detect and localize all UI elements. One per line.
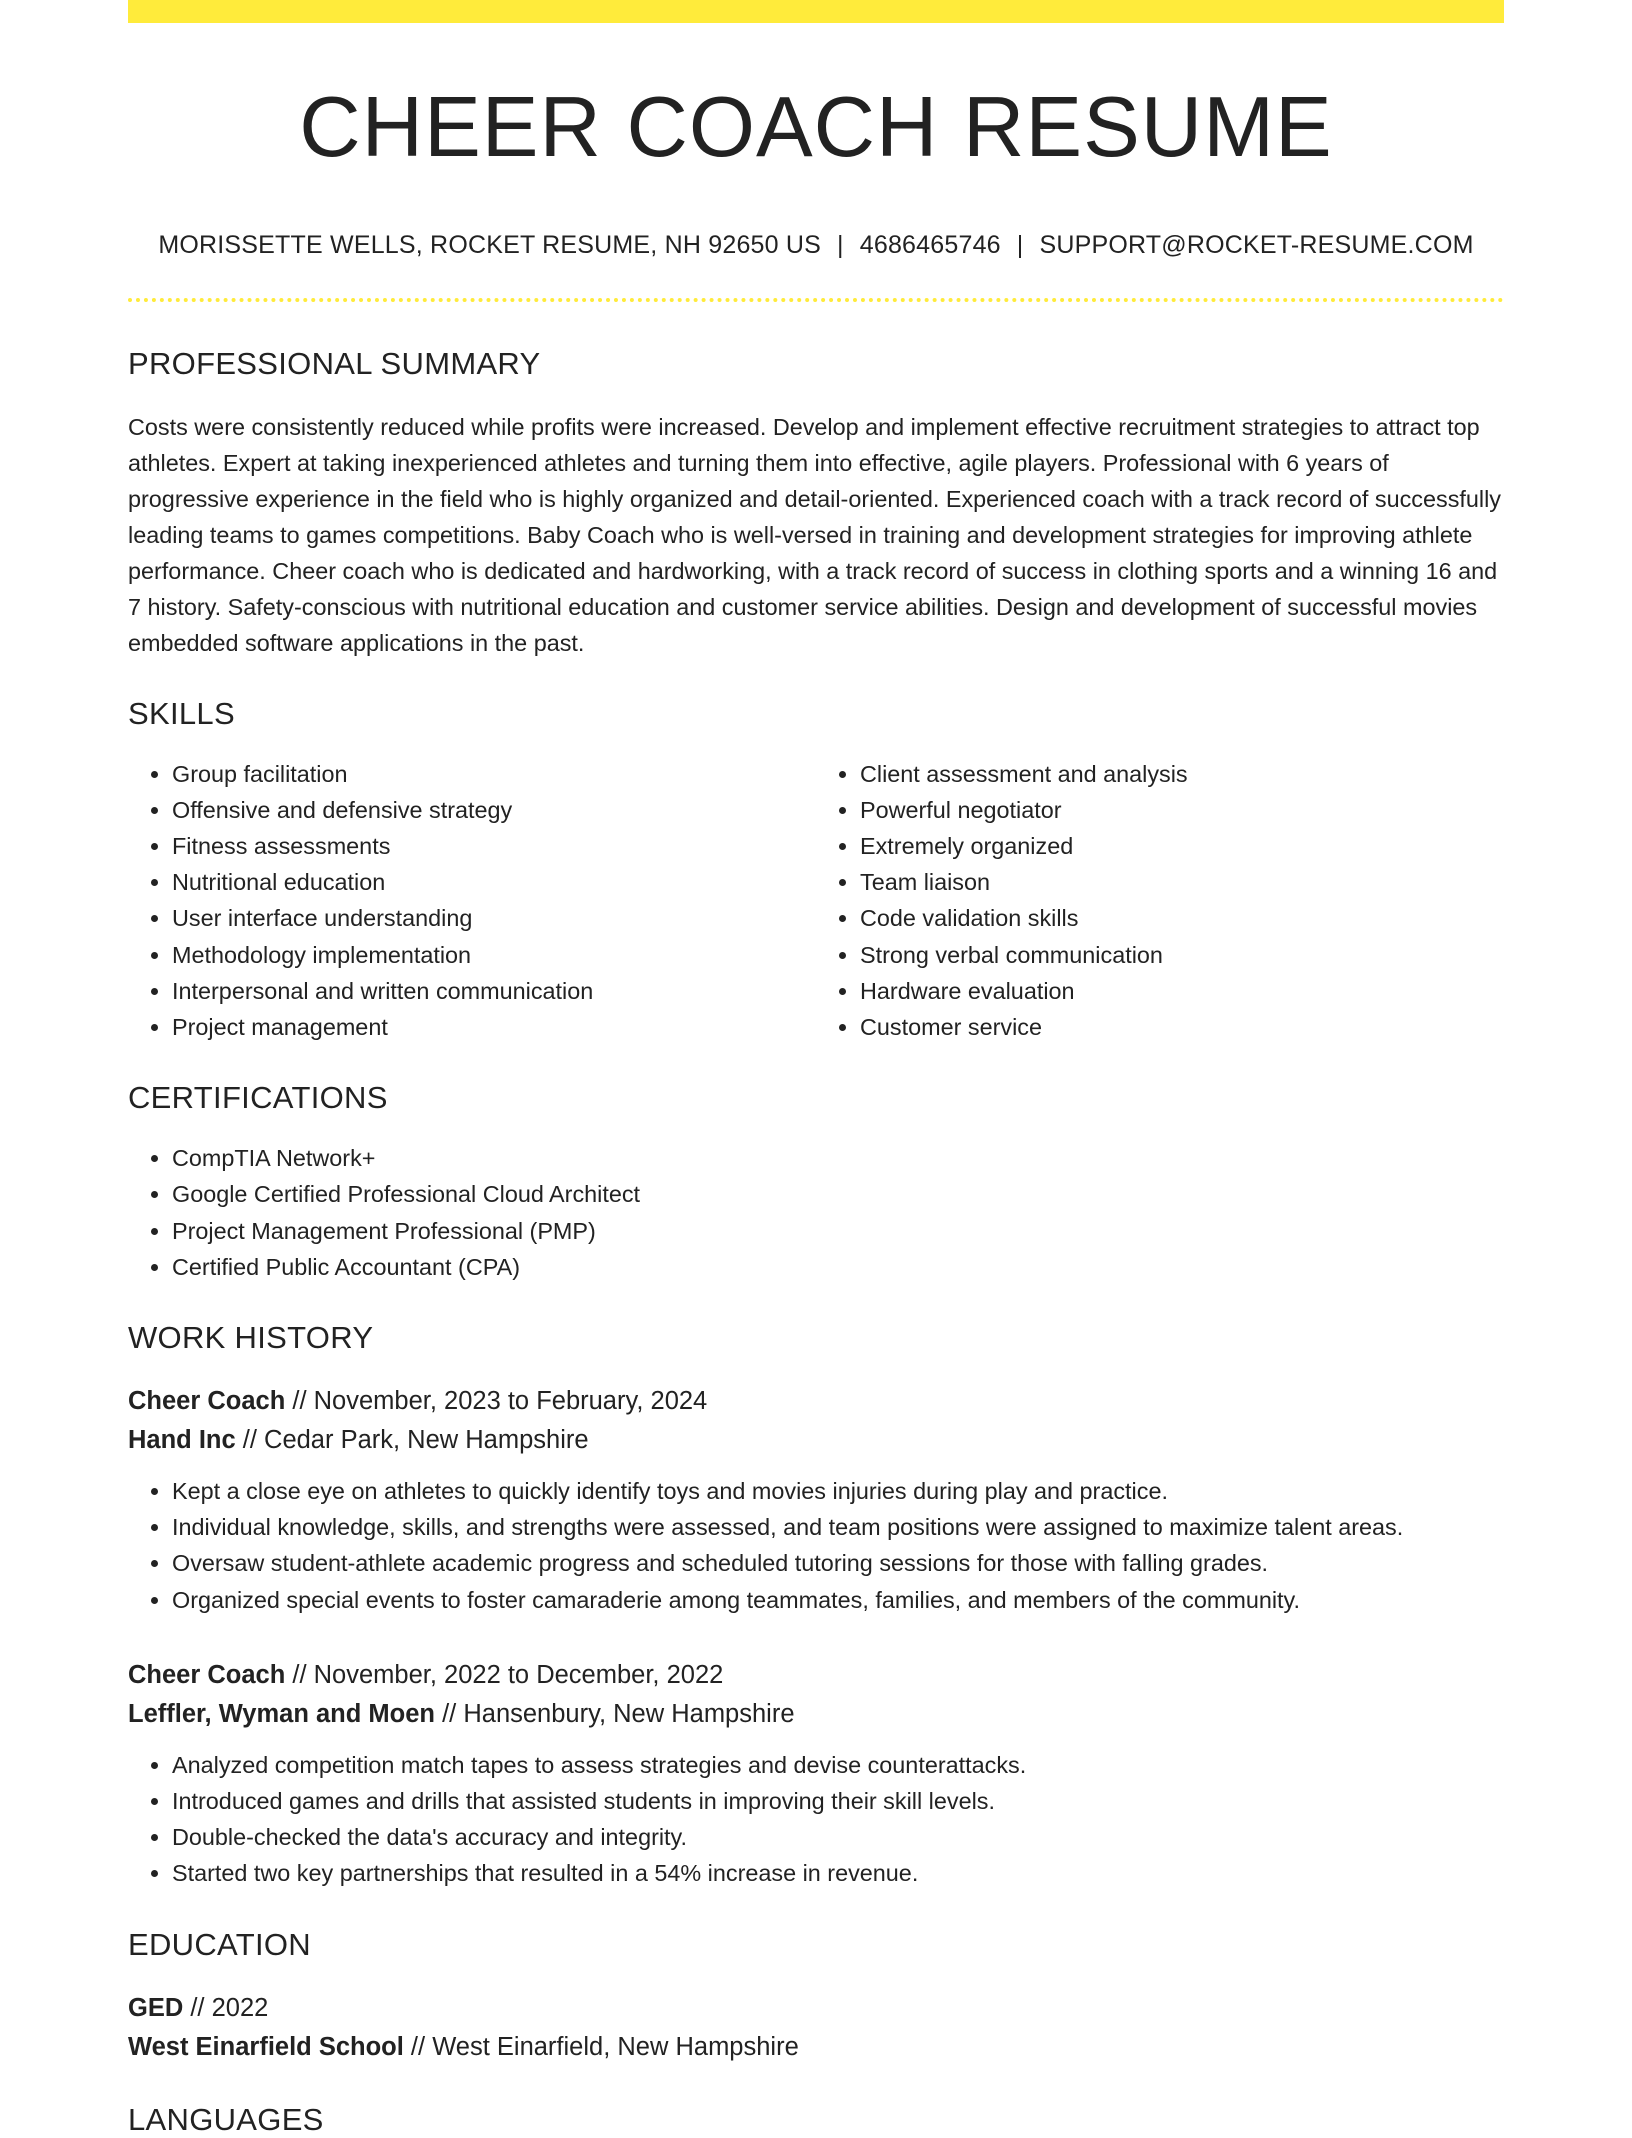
job-location: Cedar Park, New Hampshire xyxy=(264,1425,589,1454)
contact-line xyxy=(128,231,1504,260)
certification-item: • Google Certified Professional Cloud Architect xyxy=(172,1176,1504,1212)
field-separator: // xyxy=(403,2032,433,2061)
job-title: Cheer Coach xyxy=(128,1386,286,1415)
header-divider xyxy=(128,298,1504,302)
job-company-line xyxy=(128,1421,1504,1460)
job-dates: November, 2023 to February, 2024 xyxy=(313,1386,708,1415)
skill-item: • Offensive and defensive strategy xyxy=(172,792,816,828)
job-bullet: • Oversaw student-athlete academic progress and scheduled tutoring sessions for those with falling grades. xyxy=(172,1545,1504,1581)
skill-item: • Methodology implementation xyxy=(172,937,816,973)
skill-item: • Customer service xyxy=(860,1009,1504,1045)
contact-email: SUPPORT@ROCKET-RESUME.COM xyxy=(1039,230,1474,259)
skill-item: • Fitness assessments xyxy=(172,828,816,864)
certification-item: • Project Management Professional (PMP) xyxy=(172,1213,1504,1249)
job-title-line xyxy=(128,1382,1504,1421)
job-company: Leffler, Wyman and Moen xyxy=(128,1699,435,1728)
job-bullet: • Introduced games and drills that assisted students in improving their skill levels. xyxy=(172,1783,1504,1819)
contact-separator: | xyxy=(1016,230,1024,259)
skill-item: • Team liaison xyxy=(860,864,1504,900)
field-separator: // xyxy=(183,1993,212,2022)
skills-list-left xyxy=(128,756,816,1046)
skills-grid xyxy=(128,756,1504,1046)
job-bullet: • Started two key partnerships that resulted in a 54% increase in revenue. xyxy=(172,1855,1504,1891)
field-separator: // xyxy=(285,1660,314,1689)
skills-heading: SKILLS xyxy=(128,695,235,731)
summary-section xyxy=(128,346,1504,661)
contact-address: MORISSETTE WELLS, ROCKET RESUME, NH 92650 US xyxy=(158,230,822,259)
certifications-list xyxy=(128,1140,1504,1285)
summary-heading: PROFESSIONAL SUMMARY xyxy=(128,345,541,381)
job-title-line xyxy=(128,1656,1504,1695)
education-school: West Einarfield School xyxy=(128,2032,404,2061)
education-entry xyxy=(128,1989,1504,2067)
skill-item: • User interface understanding xyxy=(172,900,816,936)
skill-item: • Strong verbal communication xyxy=(860,937,1504,973)
job-entry xyxy=(128,1382,1504,1618)
job-bullets xyxy=(128,1473,1504,1618)
job-company-line xyxy=(128,1695,1504,1734)
education-heading: EDUCATION xyxy=(128,1926,311,1962)
summary-text: Costs were consistently reduced while profits were increased. Develop and implement effective recruitment strategies to attract top athletes. Expert at taking inexperienced athletes and turning them into effective, agile players. Professional with 6 years of progressive experience in the field who is highly organized and detail-oriented. Experienced coach with a track record of successfully leading teams to games competitions. Baby Coach who is well-versed in training and development strategies for improving athlete performance. Cheer coach who is dedicated and hardworking, with a track record of success in clothing sports and a winning 16 and 7 history. Safety-conscious with nutritional education and customer service abilities. Design and development of successful movies embedded software applications in the past. xyxy=(128,413,1501,656)
resume-title: CHEER COACH RESUME xyxy=(299,80,1333,175)
education-year: 2022 xyxy=(211,1993,269,2022)
languages-heading: LANGUAGES xyxy=(128,2101,324,2137)
skill-item: • Client assessment and analysis xyxy=(860,756,1504,792)
certification-item: • Certified Public Accountant (CPA) xyxy=(172,1249,1504,1285)
top-accent-bar xyxy=(128,0,1504,23)
certifications-heading: CERTIFICATIONS xyxy=(128,1080,388,1116)
contact-phone: 4686465746 xyxy=(859,230,1001,259)
skill-item: • Interpersonal and written communication xyxy=(172,973,816,1009)
resume-page xyxy=(128,0,1504,2138)
skill-item: • Project management xyxy=(172,1009,816,1045)
job-bullet: • Organized special events to foster camaraderie among teammates, families, and members of the community. xyxy=(172,1582,1504,1618)
certification-item: • CompTIA Network+ xyxy=(172,1140,1504,1176)
job-entry xyxy=(128,1656,1504,1892)
skills-section xyxy=(128,696,1504,1046)
certifications-section xyxy=(128,1080,1504,1285)
skill-item: • Hardware evaluation xyxy=(860,973,1504,1009)
education-degree-line xyxy=(128,1989,1504,2028)
work-history-heading: WORK HISTORY xyxy=(128,1319,374,1355)
skill-item: • Powerful negotiator xyxy=(860,792,1504,828)
education-section xyxy=(128,1927,1504,2067)
job-bullet: • Individual knowledge, skills, and strengths were assessed, and team positions were assigned to maximize talent areas. xyxy=(172,1509,1504,1545)
education-school-line xyxy=(128,2028,1504,2067)
skills-list-right xyxy=(816,756,1504,1046)
education-degree: GED xyxy=(128,1993,184,2022)
job-location: Hansenbury, New Hampshire xyxy=(463,1699,795,1728)
skill-item: • Code validation skills xyxy=(860,900,1504,936)
education-location: West Einarfield, New Hampshire xyxy=(432,2032,799,2061)
work-history-section xyxy=(128,1320,1504,1892)
field-separator: // xyxy=(435,1699,464,1728)
job-bullet: • Analyzed competition match tapes to assess strategies and devise counterattacks. xyxy=(172,1747,1504,1783)
contact-separator: | xyxy=(837,230,844,259)
skill-item: • Nutritional education xyxy=(172,864,816,900)
job-bullets xyxy=(128,1747,1504,1892)
job-company: Hand Inc xyxy=(128,1425,236,1454)
job-title: Cheer Coach xyxy=(128,1660,286,1689)
skill-item: • Extremely organized xyxy=(860,828,1504,864)
field-separator: // xyxy=(235,1425,265,1454)
job-dates: November, 2022 to December, 2022 xyxy=(313,1660,724,1689)
skill-item: • Group facilitation xyxy=(172,756,816,792)
languages-section xyxy=(128,2102,1504,2138)
job-bullet: • Kept a close eye on athletes to quickly identify toys and movies injuries during play and practice. xyxy=(172,1473,1504,1509)
job-bullet: • Double-checked the data's accuracy and integrity. xyxy=(172,1819,1504,1855)
field-separator: // xyxy=(285,1386,314,1415)
